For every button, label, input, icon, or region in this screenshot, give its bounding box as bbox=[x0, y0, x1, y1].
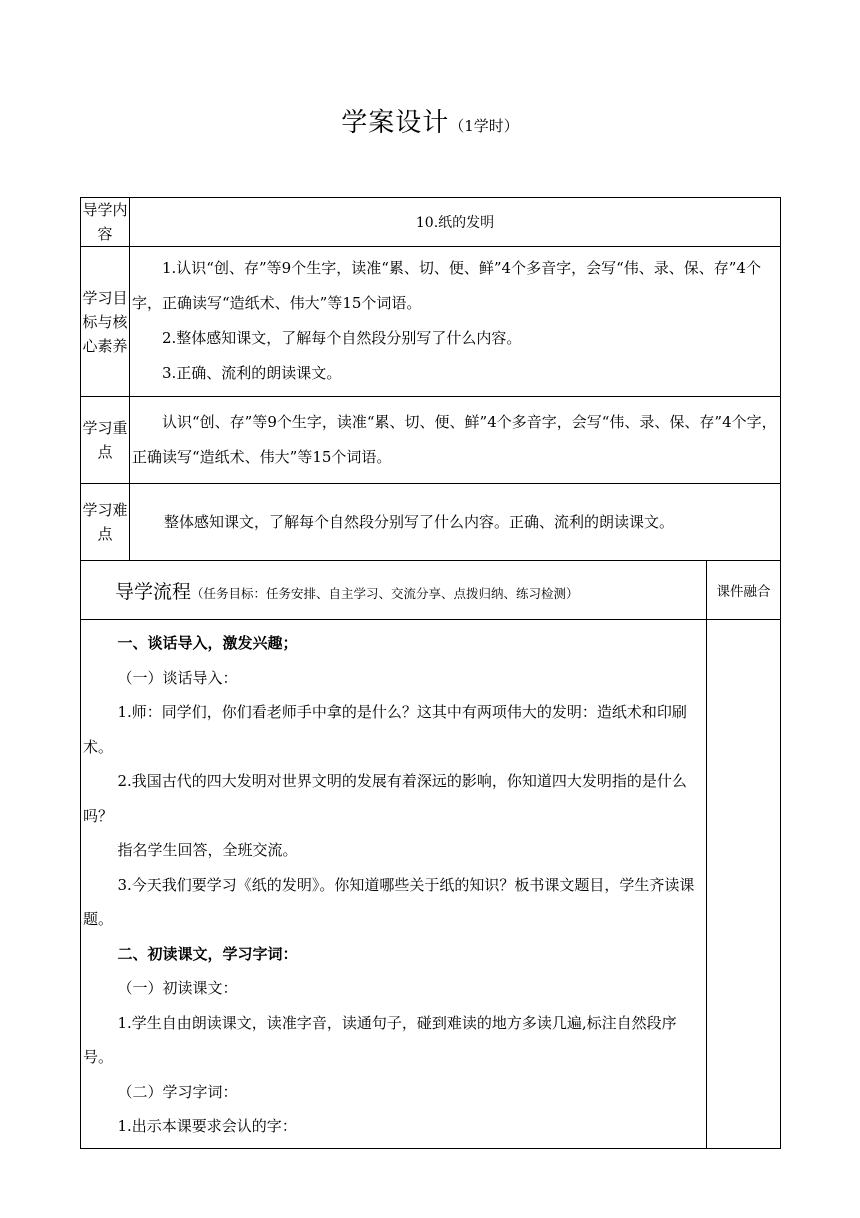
goal-item: 2.整体感知课文，了解每个自然段分别写了什么内容。 bbox=[162, 329, 522, 347]
flow-subtitle: （任务目标：任务安排、自主学习、交流分享、点拨归纳、练习检测） bbox=[191, 585, 579, 601]
row-content bbox=[81, 198, 781, 247]
goals-cell bbox=[130, 247, 781, 397]
row-flow-header bbox=[81, 561, 781, 620]
flow-body bbox=[81, 620, 707, 1149]
goal-item: 3.正确、流利的朗读课文。 bbox=[162, 364, 342, 382]
goal-item: 1.认识“创、存”等9个生字，读准“累、切、便、鲜”4个多音字，会写“伟、录、保、存”4个字，正确读写“造纸术、伟大”等15个词语。 bbox=[132, 259, 761, 312]
courseware-cell bbox=[707, 620, 781, 1149]
subsection-heading: （二）学习字词： bbox=[117, 1082, 238, 1101]
title-main: 学案设计 bbox=[341, 108, 450, 138]
label-goals: 学习目标与核心素养 bbox=[81, 247, 130, 397]
key-text: 认识“创、存”等9个生字，读准“累、切、便、鲜”4个多音字，会写“伟、录、保、存”4个字，正确读写“造纸术、伟大”等15个词语。 bbox=[132, 413, 777, 466]
courseware-header: 课件融合 bbox=[707, 561, 781, 620]
row-key bbox=[81, 397, 781, 484]
lesson-topic: 10.纸的发明 bbox=[130, 198, 781, 247]
row-difficulty bbox=[81, 484, 781, 561]
subsection-heading: （一）谈话导入： bbox=[117, 668, 238, 687]
flow-header bbox=[81, 561, 707, 620]
section-heading: 一、谈话导入，激发兴趣； bbox=[117, 634, 298, 652]
page-title bbox=[0, 102, 860, 139]
difficulty-cell bbox=[130, 484, 781, 561]
flow-paragraph: 1.出示本课要求会认的字： bbox=[117, 1117, 297, 1135]
section-heading: 二、初读课文，学习字词： bbox=[117, 944, 298, 963]
difficulty-text: 整体感知课文，了解每个自然段分别写了什么内容。正确、流利的朗读课文。 bbox=[164, 512, 675, 531]
label-content: 导学内容 bbox=[81, 198, 130, 247]
row-goals bbox=[81, 247, 781, 397]
label-difficulty: 学习难点 bbox=[81, 484, 130, 561]
flow-paragraph: 1.学生自由朗读课文，读准字音，读通句子，碰到难读的地方多读几遍,标注自然段序号。 bbox=[83, 1013, 677, 1066]
lesson-plan-table bbox=[80, 197, 781, 1149]
flow-title: 导学流程 bbox=[115, 580, 192, 603]
subsection-heading: （一）初读课文： bbox=[117, 979, 238, 997]
flow-paragraph: 3.今天我们要学习《纸的发明》。你知道哪些关于纸的知识？板书课文题目，学生齐读课题。 bbox=[83, 875, 695, 928]
label-key: 学习重点 bbox=[81, 397, 130, 484]
flow-paragraph: 2.我国古代的四大发明对世界文明的发展有着深远的影响，你知道四大发明指的是什么吗？ bbox=[83, 772, 687, 825]
row-flow-body bbox=[81, 620, 781, 1149]
key-cell bbox=[130, 397, 781, 484]
flow-paragraph: 指名学生回答，全班交流。 bbox=[117, 841, 298, 859]
title-sub: （1学时） bbox=[449, 117, 519, 135]
flow-paragraph: 1.师：同学们，你们看老师手中拿的是什么？这其中有两项伟大的发明：造纸术和印刷术。 bbox=[83, 703, 687, 756]
